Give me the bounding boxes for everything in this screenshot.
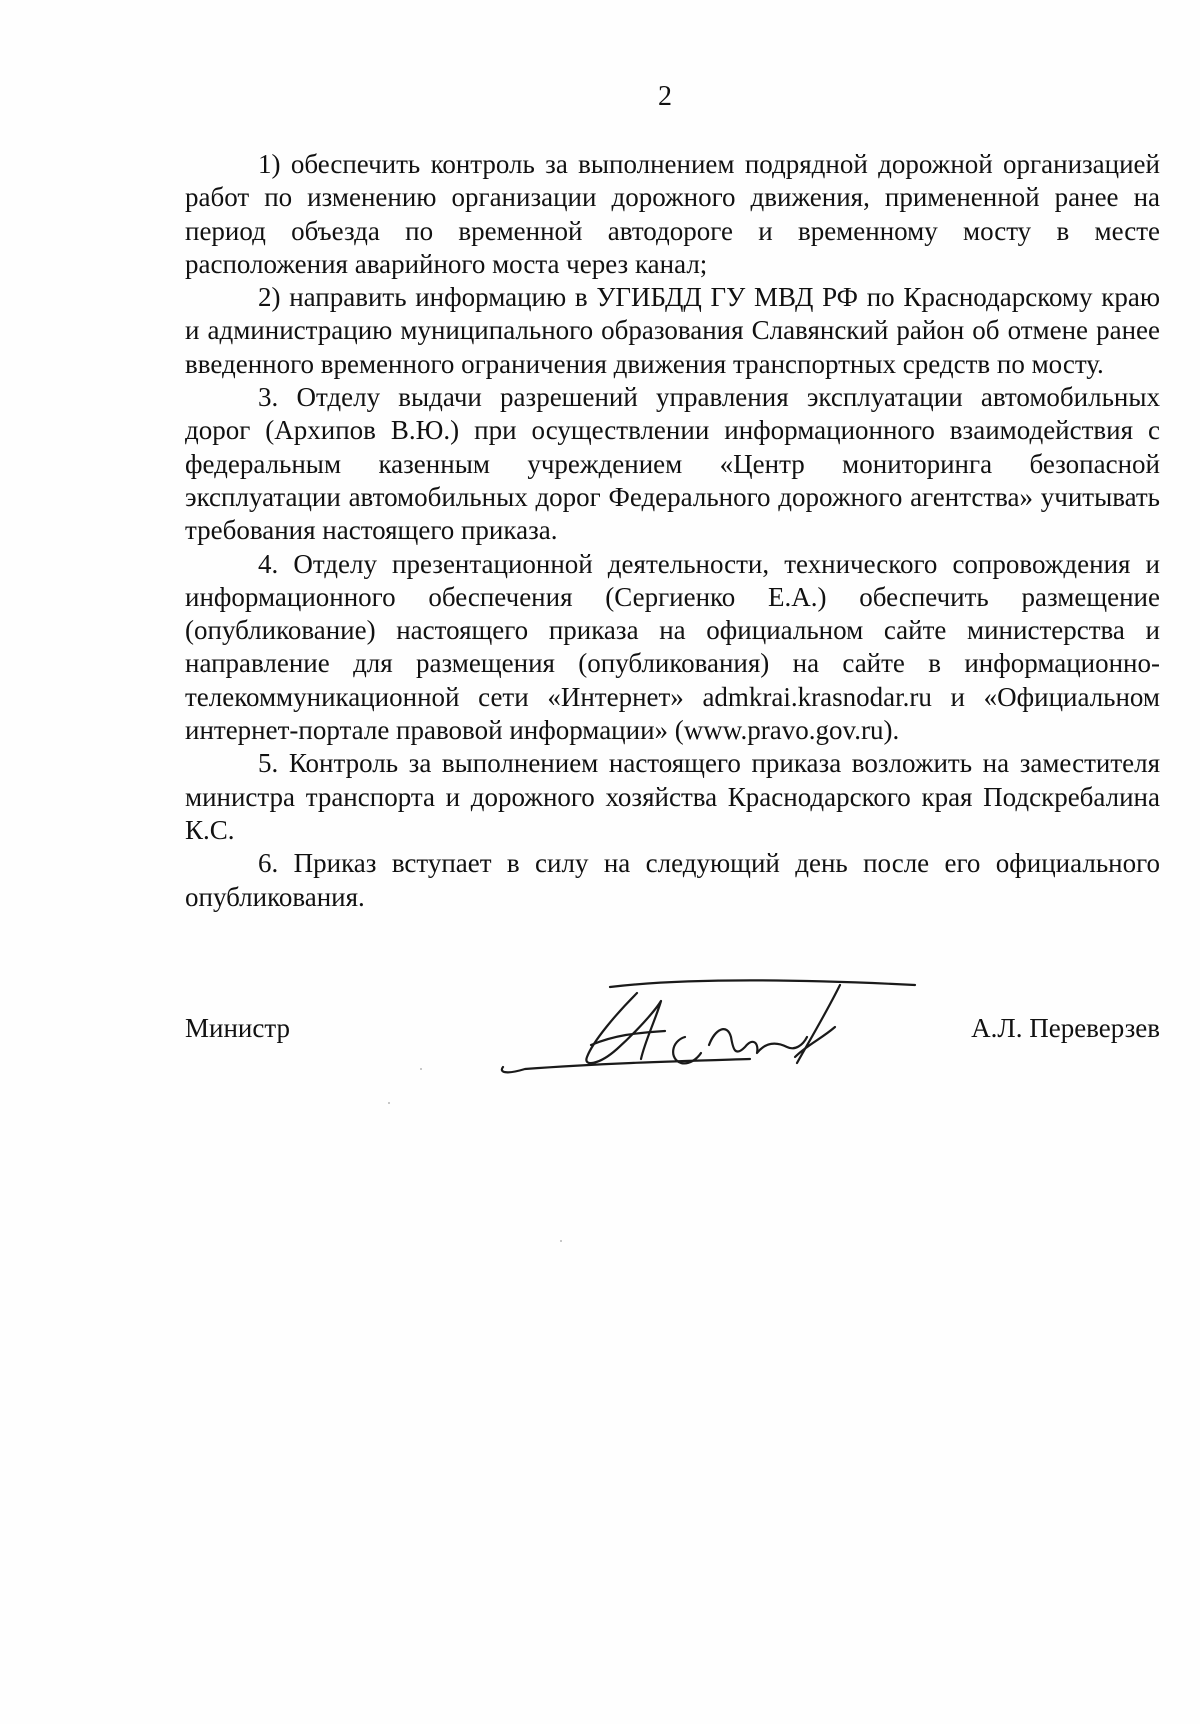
signatory-name: А.Л. Переверзев [971, 1013, 1160, 1043]
paragraph-item-3: 3. Отделу выдачи разрешений управления эксплуатации автомобильных дорог (Архипов В.Ю.) при осуществлении информационного взаимодействия с федеральным казенным учреждением «Центр мониторинга безопасной эксплуатации автомобильных дорог Федерального дорожного агентства» учитывать требования настоящего приказа. [185, 382, 1160, 546]
handwritten-signature [495, 975, 935, 1085]
paragraph-item-5: 5. Контроль за выполнением настоящего приказа возложить на заместителя министра транспорта и дорожного хозяйства Краснодарского края Подскребалина К.С. [185, 748, 1160, 845]
scan-speck [560, 1240, 562, 1242]
document-body [185, 148, 1160, 914]
paragraph-item-4: 4. Отделу презентационной деятельности, технического сопровождения и информационного обеспечения (Сергиенко Е.А.) обеспечить размещение (опубликование) настоящего приказа на официальном сайте министерства и направление для размещения (опубликования) на сайте в информационно-телекоммуникационной сети «Интернет» admkrai.krasnodar.ru и «Официальном интернет-портале правовой информации» (www.pravo.gov.ru). [185, 548, 1160, 746]
paragraph-item-6: 6. Приказ вступает в силу на следующий день после его официального опубликования. [185, 848, 1160, 912]
paragraph-item-2: 2) направить информацию в УГИБДД ГУ МВД РФ по Краснодарскому краю и администрацию муниципального образования Славянский район об отмене ранее введенного временного ограничения движения транспортных средств по мосту. [185, 282, 1160, 379]
signature-block [185, 975, 1160, 1095]
scan-speck [420, 1068, 422, 1070]
signatory-title: Министр [185, 1013, 290, 1043]
page-number: 2 [658, 81, 672, 112]
paragraph-item-1: 1) обеспечить контроль за выполнением подрядной дорожной организацией работ по изменению организации дорожного движения, примененной ранее на период объезда по временной автодороге и временному мосту в месте расположения аварийного моста через канал; [185, 149, 1160, 279]
scan-speck [388, 1102, 390, 1104]
